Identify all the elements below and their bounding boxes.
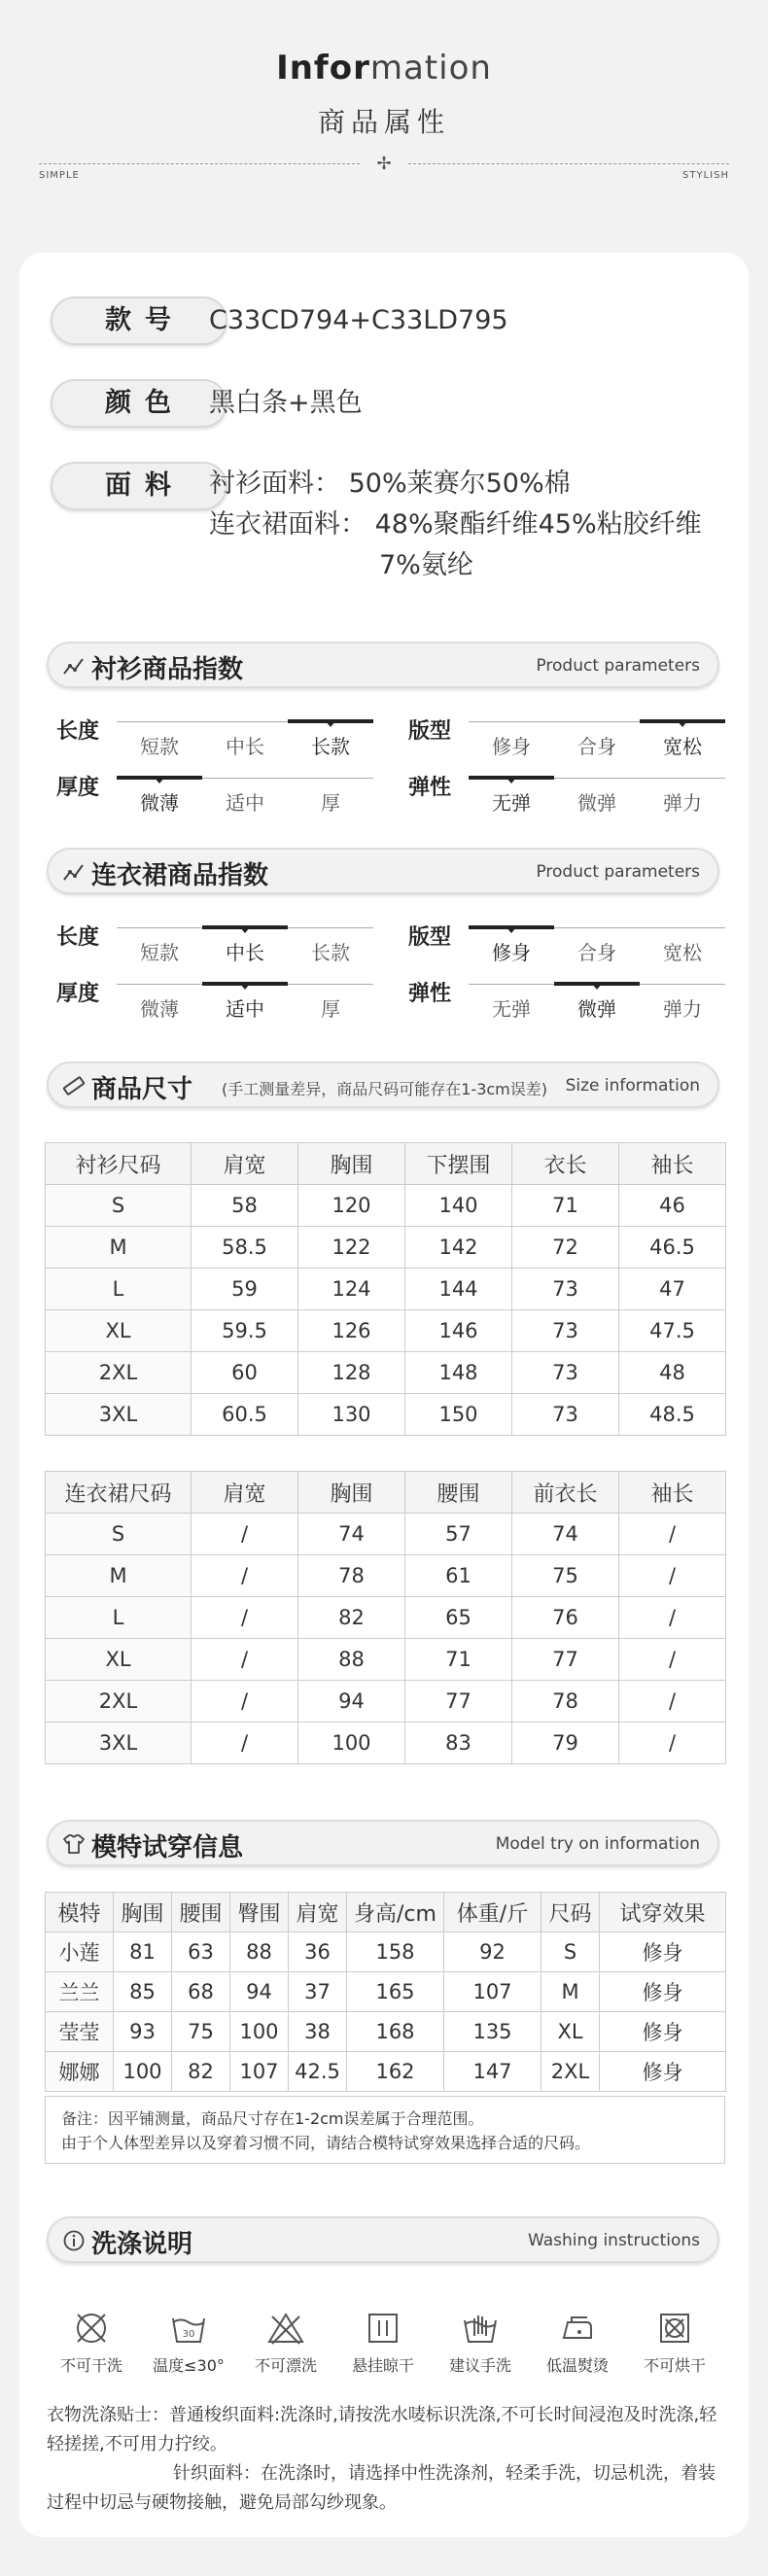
table-header-cell: 袖长	[619, 1472, 726, 1514]
wash-label: 不可干洗	[59, 2356, 122, 2375]
model-note-line1: 备注：因平铺测量，商品尺寸存在1-2cm误差属于合理范围。	[61, 2109, 484, 2128]
table-header-cell: 臀围	[230, 1893, 289, 1932]
table-row	[46, 1310, 726, 1352]
wash-label: 悬挂晾干	[351, 2356, 414, 2375]
table-row	[46, 1972, 726, 2012]
table-cell: 122	[298, 1227, 405, 1269]
model-title: 模特试穿信息	[91, 1833, 244, 1862]
model-table	[45, 1892, 726, 2092]
table-header-cell: 肩宽	[192, 1143, 298, 1185]
index-option: 修身	[492, 735, 531, 758]
index-option: 适中	[226, 791, 264, 815]
wash-tip-woven: 衣物洗涤贴士：普通梭织面料:洗涤时,请按洗水唛标识洗涤,不可长时间浸泡及时洗涤,轻轻搓搓,不可用力拧绞。	[47, 2405, 717, 2454]
table-row	[46, 1514, 726, 1555]
wash-tip-knit: 针织面料：在洗涤时，请选择中性洗涤剂，轻柔手洗，切忌机洗，着装过程中切忌与硬物接触，避免局部勾纱现象。	[47, 2463, 716, 2513]
table-cell: 修身	[600, 2052, 726, 2092]
table-cell: 59	[192, 1269, 298, 1310]
wash-label: 温度≤30°	[153, 2356, 225, 2375]
table-header-cell: 肩宽	[192, 1472, 298, 1514]
table-cell: 小莲	[46, 1932, 114, 1972]
table-cell: 46	[619, 1185, 726, 1227]
wash-item-hand-wash	[434, 2309, 527, 2376]
divider-left	[39, 163, 360, 164]
hand-wash-icon	[461, 2309, 500, 2348]
table-cell: /	[619, 1597, 726, 1639]
table-cell: 73	[512, 1394, 619, 1436]
table-header-cell: 体重/斤	[444, 1893, 541, 1932]
table-cell: 48.5	[619, 1394, 726, 1436]
table-cell: 128	[298, 1352, 405, 1394]
table-header-cell: 连衣裙尺码	[46, 1472, 192, 1514]
table-row	[46, 1639, 726, 1681]
table-cell: 47.5	[619, 1310, 726, 1352]
ruler-icon	[62, 1074, 86, 1097]
table-cell: /	[619, 1514, 726, 1555]
table-cell: 107	[230, 2052, 289, 2092]
table-cell: 46.5	[619, 1227, 726, 1269]
index-option: 微弹	[577, 791, 616, 815]
table-header-cell: 前衣长	[512, 1472, 619, 1514]
wash-bar	[47, 2216, 719, 2263]
table-row	[46, 1394, 726, 1436]
table-cell: 37	[289, 1972, 347, 2012]
color-value: 黑白条+黑色	[209, 388, 363, 418]
model-note	[45, 2096, 725, 2164]
table-cell: 147	[444, 2052, 541, 2092]
index-selected-marker	[288, 719, 373, 723]
index-option: 长款	[311, 735, 350, 758]
table-cell: /	[192, 1681, 298, 1723]
table-cell: 71	[405, 1639, 512, 1681]
table-cell: 148	[405, 1352, 512, 1394]
table-cell: 48	[619, 1352, 726, 1394]
trend-icon	[62, 654, 86, 678]
size-en: Size information	[565, 1076, 700, 1096]
index-option: 微薄	[140, 997, 179, 1021]
index-option: 长款	[311, 941, 350, 964]
index-label: 长度	[56, 719, 100, 744]
index-option: 短款	[140, 941, 179, 964]
table-cell: 79	[512, 1723, 619, 1764]
table-cell: 60.5	[192, 1394, 298, 1436]
table-cell: M	[46, 1227, 192, 1269]
index-selected-marker	[202, 925, 288, 929]
table-cell: 130	[298, 1394, 405, 1436]
table-row	[46, 1555, 726, 1597]
model-bar	[47, 1820, 719, 1866]
index-option: 合身	[577, 735, 616, 758]
table-cell: 100	[230, 2012, 289, 2052]
page-header	[0, 0, 768, 253]
table-cell: XL	[46, 1310, 192, 1352]
table-cell: 娜娜	[46, 2052, 114, 2092]
no-bleach-icon	[266, 2309, 305, 2348]
table-cell: 74	[512, 1514, 619, 1555]
index-option: 微弹	[577, 997, 616, 1021]
table-cell: 57	[405, 1514, 512, 1555]
fabric-dress: 连衣裙面料： 48%聚酯纤维45%粘胶纤维	[209, 509, 702, 540]
trend-icon	[62, 860, 86, 884]
table-cell: 2XL	[46, 1681, 192, 1723]
hang-dry-icon	[364, 2309, 402, 2348]
color-label: 颜色	[51, 379, 227, 428]
wash-label: 不可烘干	[643, 2356, 706, 2375]
table-cell: 59.5	[192, 1310, 298, 1352]
table-header-cell: 肩宽	[289, 1893, 347, 1932]
table-cell: 莹莹	[46, 2012, 114, 2052]
table-cell: /	[619, 1639, 726, 1681]
low-iron-icon	[558, 2309, 597, 2348]
table-row	[46, 2012, 726, 2052]
table-cell: /	[192, 1597, 298, 1639]
table-header-cell: 尺码	[541, 1893, 600, 1932]
table-cell: 60	[192, 1352, 298, 1394]
table-cell: 85	[114, 1972, 172, 2012]
table-cell: S	[46, 1514, 192, 1555]
table-row	[46, 1597, 726, 1639]
page-title: Information	[276, 49, 492, 87]
table-cell: 65	[405, 1597, 512, 1639]
table-cell: /	[619, 1723, 726, 1764]
index-option: 修身	[492, 941, 531, 964]
table-cell: 2XL	[46, 1352, 192, 1394]
size-note: (手工测量差异，商品尺码可能存在1-3cm误差)	[222, 1080, 548, 1098]
info-icon	[62, 2229, 86, 2252]
table-cell: 135	[444, 2012, 541, 2052]
table-cell: 兰兰	[46, 1972, 114, 2012]
dress-index-bar	[47, 848, 719, 894]
shirt-index-en: Product parameters	[536, 656, 700, 676]
table-cell: /	[192, 1555, 298, 1597]
dress-index-en: Product parameters	[536, 862, 700, 882]
content-card	[19, 253, 749, 2537]
index-label: 版型	[408, 925, 452, 950]
table-header-cell: 胸围	[298, 1472, 405, 1514]
table-cell: 73	[512, 1269, 619, 1310]
wash-item-hang-dry	[336, 2309, 430, 2376]
table-cell: 3XL	[46, 1394, 192, 1436]
table-cell: 88	[298, 1639, 405, 1681]
table-cell: 76	[512, 1597, 619, 1639]
index-option: 合身	[577, 941, 616, 964]
index-selected-marker	[469, 776, 554, 780]
table-cell: 78	[298, 1555, 405, 1597]
wash-title: 洗涤说明	[91, 2230, 193, 2259]
index-label: 版型	[408, 719, 452, 744]
table-cell: /	[192, 1514, 298, 1555]
table-header-cell: 腰围	[405, 1472, 512, 1514]
table-header-cell: 腰围	[172, 1893, 230, 1932]
star-icon: ✢	[376, 154, 392, 174]
shirt-size-table	[45, 1142, 726, 1436]
tag-stylish: STYLISH	[682, 170, 729, 181]
fabric-dress-cont: 7%氨纶	[379, 550, 473, 580]
table-header-cell: 胸围	[114, 1893, 172, 1932]
table-header-cell: 衬衫尺码	[46, 1143, 192, 1185]
table-row	[46, 1932, 726, 1972]
index-label: 长度	[56, 925, 100, 950]
table-cell: 75	[512, 1555, 619, 1597]
table-cell: L	[46, 1269, 192, 1310]
table-cell: 92	[444, 1932, 541, 1972]
shirt-index-bar	[47, 642, 719, 688]
table-cell: 81	[114, 1932, 172, 1972]
table-cell: 58	[192, 1185, 298, 1227]
table-cell: 162	[347, 2052, 444, 2092]
table-cell: S	[541, 1932, 600, 1972]
table-cell: 58.5	[192, 1227, 298, 1269]
table-cell: 77	[405, 1681, 512, 1723]
fabric-shirt: 衬衫面料： 50%莱赛尔50%棉	[209, 469, 571, 499]
table-cell: 修身	[600, 1972, 726, 2012]
index-selected-marker	[469, 925, 554, 929]
table-cell: 68	[172, 1972, 230, 2012]
table-cell: 82	[172, 2052, 230, 2092]
style-no-value: C33CD794+C33LD795	[209, 305, 508, 335]
table-cell: 36	[289, 1932, 347, 1972]
table-cell: 73	[512, 1310, 619, 1352]
table-cell: 94	[230, 1972, 289, 2012]
table-cell: /	[192, 1639, 298, 1681]
wash-label: 建议手洗	[448, 2356, 511, 2375]
index-label: 弹性	[408, 982, 452, 1006]
index-selected-marker	[202, 982, 288, 986]
index-selected-marker	[640, 719, 725, 723]
table-cell: XL	[46, 1639, 192, 1681]
page-subtitle: 商品属性	[317, 106, 450, 138]
table-header-cell: 试穿效果	[600, 1893, 726, 1932]
no-dry-clean-icon	[72, 2309, 111, 2348]
divider-right	[408, 163, 729, 164]
size-bar	[47, 1062, 719, 1108]
wash-item-no-tumble-dry	[628, 2309, 721, 2376]
table-cell: 168	[347, 2012, 444, 2052]
table-row	[46, 1269, 726, 1310]
table-cell: 124	[298, 1269, 405, 1310]
size-title: 商品尺寸	[91, 1075, 193, 1104]
svg-text:30: 30	[182, 2329, 195, 2340]
table-cell: 165	[347, 1972, 444, 2012]
table-cell: 75	[172, 2012, 230, 2052]
table-row	[46, 1723, 726, 1764]
wash-item-30	[142, 2309, 235, 2376]
table-row	[46, 1185, 726, 1227]
index-option: 弹力	[663, 997, 702, 1021]
table-cell: 72	[512, 1227, 619, 1269]
table-cell: 94	[298, 1681, 405, 1723]
wash-item-low-iron	[531, 2309, 624, 2376]
table-row	[46, 1352, 726, 1394]
index-option: 厚	[321, 997, 340, 1021]
index-selected-marker	[554, 982, 640, 986]
table-cell: 74	[298, 1514, 405, 1555]
table-cell: M	[541, 1972, 600, 2012]
table-row	[46, 1681, 726, 1723]
index-option: 无弹	[492, 791, 531, 815]
table-cell: /	[619, 1681, 726, 1723]
table-cell: 150	[405, 1394, 512, 1436]
index-option: 弹力	[663, 791, 702, 815]
wash-item-no-bleach	[239, 2309, 332, 2376]
table-cell: 107	[444, 1972, 541, 2012]
wash-item-no-dry-clean	[45, 2309, 138, 2376]
wash-label: 低温熨烫	[545, 2356, 609, 2375]
table-cell: 71	[512, 1185, 619, 1227]
model-en: Model try on information	[495, 1834, 700, 1854]
wash-30-icon	[169, 2309, 208, 2348]
table-cell: M	[46, 1555, 192, 1597]
table-cell: 88	[230, 1932, 289, 1972]
table-cell: 2XL	[541, 2052, 600, 2092]
table-cell: 142	[405, 1227, 512, 1269]
table-header-cell: 衣长	[512, 1143, 619, 1185]
table-cell: 120	[298, 1185, 405, 1227]
table-cell: 144	[405, 1269, 512, 1310]
index-option: 短款	[140, 735, 179, 758]
shirt-index-title: 衬衫商品指数	[91, 655, 244, 684]
table-cell: 78	[512, 1681, 619, 1723]
table-cell: 61	[405, 1555, 512, 1597]
index-option: 中长	[226, 941, 264, 964]
table-header-cell: 胸围	[298, 1143, 405, 1185]
wash-en: Washing instructions	[527, 2231, 700, 2250]
table-cell: L	[46, 1597, 192, 1639]
table-cell: 3XL	[46, 1723, 192, 1764]
model-note-line2: 由于个人体型差异以及穿着习惯不同，请结合模特试穿效果选择合适的尺码。	[61, 2134, 591, 2152]
table-cell: 146	[405, 1310, 512, 1352]
table-row	[46, 1227, 726, 1269]
index-option: 无弹	[492, 997, 531, 1021]
table-cell: 158	[347, 1932, 444, 1972]
table-cell: /	[192, 1723, 298, 1764]
table-cell: 100	[298, 1723, 405, 1764]
table-header-cell: 袖长	[619, 1143, 726, 1185]
index-option: 适中	[226, 997, 264, 1021]
table-row	[46, 2052, 726, 2092]
table-header-cell: 身高/cm	[347, 1893, 444, 1932]
table-cell: 修身	[600, 2012, 726, 2052]
table-cell: 63	[172, 1932, 230, 1972]
table-cell: 38	[289, 2012, 347, 2052]
table-cell: 修身	[600, 1932, 726, 1972]
no-tumble-dry-icon	[655, 2309, 694, 2348]
dress-index-title: 连衣裙商品指数	[91, 861, 269, 890]
table-cell: 47	[619, 1269, 726, 1310]
table-cell: 83	[405, 1723, 512, 1764]
table-cell: 73	[512, 1352, 619, 1394]
table-cell: /	[619, 1555, 726, 1597]
table-header-cell: 模特	[46, 1893, 114, 1932]
tag-simple: SIMPLE	[39, 170, 80, 181]
table-cell: 100	[114, 2052, 172, 2092]
index-option: 宽松	[663, 735, 702, 758]
index-selected-marker	[117, 776, 202, 780]
table-cell: 140	[405, 1185, 512, 1227]
table-cell: S	[46, 1185, 192, 1227]
shirt-icon	[62, 1832, 86, 1856]
style-no-label: 款号	[51, 296, 227, 345]
table-cell: 82	[298, 1597, 405, 1639]
index-label: 厚度	[56, 982, 100, 1006]
fabric-label: 面料	[51, 462, 227, 510]
index-option: 宽松	[663, 941, 702, 964]
index-label: 弹性	[408, 776, 452, 800]
wash-label: 不可漂洗	[254, 2356, 317, 2375]
dress-size-table	[45, 1471, 726, 1764]
table-cell: 93	[114, 2012, 172, 2052]
table-header-cell: 下摆围	[405, 1143, 512, 1185]
index-option: 微薄	[140, 791, 179, 815]
table-cell: 126	[298, 1310, 405, 1352]
index-option: 厚	[321, 791, 340, 815]
table-cell: 42.5	[289, 2052, 347, 2092]
index-label: 厚度	[56, 776, 100, 800]
index-option: 中长	[226, 735, 264, 758]
table-cell: XL	[541, 2012, 600, 2052]
table-cell: 77	[512, 1639, 619, 1681]
